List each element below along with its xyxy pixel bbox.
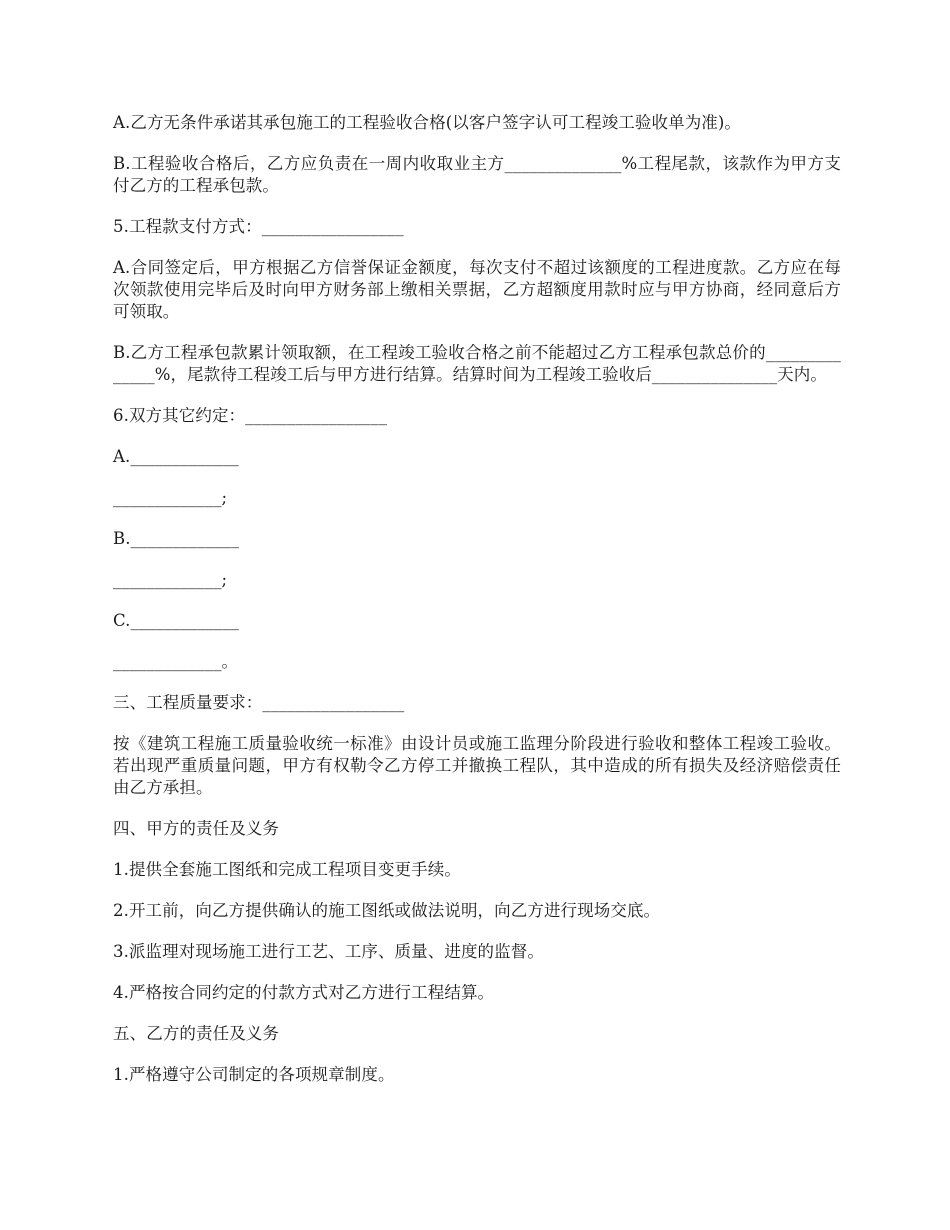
clause-5b-cumulative-limit: B.乙方工程承包款累计领取额，在工程竣工验收合格之前不能超过乙方工程承包款总价的______________%，尾款待工程竣工后与甲方进行结算。结算时间为工程竣工验收后_______________天内。 — [113, 343, 841, 384]
section-4-item-1: 1.提供全套施工图纸和完成工程项目变更手续。 — [113, 860, 461, 879]
clause-6b-blank-cont: _____________; — [113, 570, 228, 589]
clause-b-final-payment: B.工程验收合格后，乙方应负责在一周内收取业主方______________%工程尾款，该款作为甲方支付乙方的工程承包款。 — [113, 154, 841, 195]
section-5-party-b-heading: 五、乙方的责任及义务 — [113, 1024, 279, 1043]
clause-5a-progress-payment: A.合同签定后，甲方根据乙方信誉保证金额度，每次支付不超过该额度的工程进度款。乙方应在每次领款使用完毕后及时向甲方财务部上缴相关票据，乙方超额度用款时应与甲方协商，经同意后方可领取。 — [113, 258, 841, 321]
clause-6c-blank: C._____________ — [113, 611, 240, 630]
clause-6a-blank: A._____________ — [113, 447, 239, 466]
section-3-quality-heading: 三、工程质量要求：_________________ — [113, 693, 405, 712]
clause-6-other-agreements: 6.双方其它约定：_________________ — [113, 406, 388, 425]
section-4-item-3: 3.派监理对现场施工进行工艺、工序、质量、进度的监督。 — [113, 942, 544, 961]
section-4-party-a-heading: 四、甲方的责任及义务 — [113, 819, 279, 838]
clause-a-acceptance: A.乙方无条件承诺其承包施工的工程验收合格(以客户签字认可工程竣工验收单为准)。 — [113, 113, 742, 132]
section-5-item-1: 1.严格遵守公司制定的各项规章制度。 — [113, 1065, 395, 1084]
clause-5-payment-method: 5.工程款支付方式：_________________ — [113, 217, 404, 236]
document-page — [113, 112, 841, 1105]
clause-6b-blank: B._____________ — [113, 529, 240, 548]
clause-6a-blank-cont: _____________; — [113, 488, 228, 507]
section-3-quality-standard: 按《建筑工程施工质量验收统一标准》由设计员或施工监理分阶段进行验收和整体工程竣工验收。若出现严重质量问题，甲方有权勒令乙方停工并撤换工程队，其中造成的所有损失及经济赔偿责任由乙方承担。 — [113, 734, 841, 797]
clause-6c-blank-cont: _____________。 — [113, 652, 239, 671]
section-4-item-4: 4.严格按合同约定的付款方式对乙方进行工程结算。 — [113, 983, 495, 1002]
section-4-item-2: 2.开工前，向乙方提供确认的施工图纸或做法说明，向乙方进行现场交底。 — [113, 901, 661, 920]
